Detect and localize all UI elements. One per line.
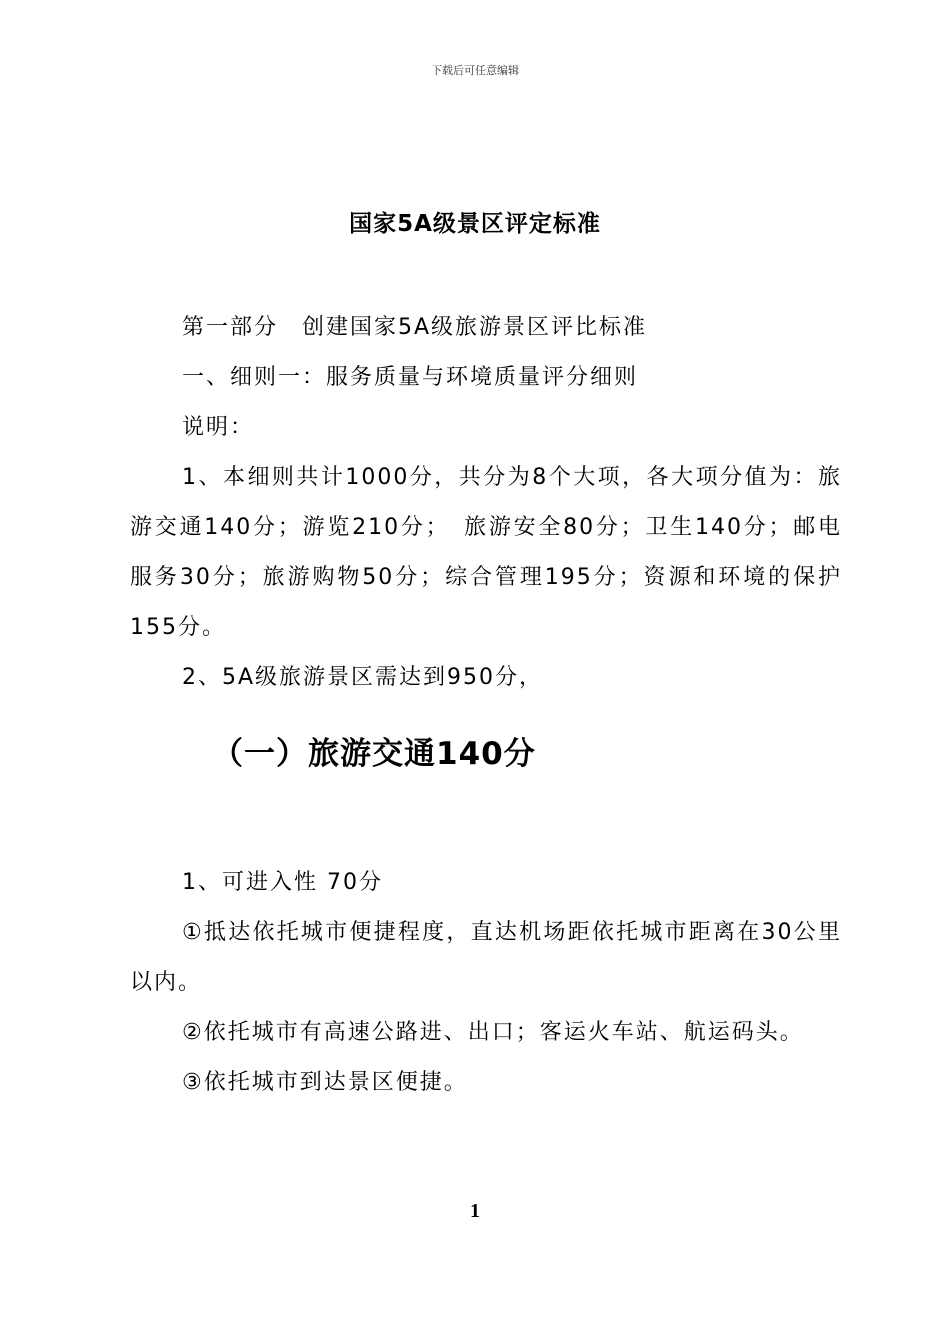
page-number: 1 bbox=[470, 1200, 480, 1222]
explanation-item-2: 2、5A级旅游景区需达到950分， bbox=[182, 665, 544, 690]
rule-heading: 一、细则一：服务质量与环境质量评分细则 bbox=[182, 365, 639, 390]
document-title: 国家5A级景区评定标准 bbox=[349, 211, 601, 237]
section-body bbox=[130, 858, 842, 1108]
part-heading: 第一部分 创建国家5A级旅游景区评比标准 bbox=[182, 315, 648, 340]
header-note: 下载后可任意编辑 bbox=[431, 64, 519, 77]
explanation-label: 说明： bbox=[182, 415, 255, 440]
subsection-heading: 1、可进入性 70分 bbox=[182, 870, 383, 895]
criterion-2: ②依托城市有高速公路进、出口；客运火车站、航运码头。 bbox=[182, 1020, 804, 1045]
intro-section bbox=[130, 303, 842, 703]
criterion-1: ①抵达依托城市便捷程度，直达机场距依托城市距离在30公里以内。 bbox=[130, 920, 842, 995]
section-heading: （一）旅游交通140分 bbox=[212, 736, 536, 772]
explanation-item-1: 1、本细则共计1000分，共分为8个大项，各大项分值为：旅游交通140分；游览210分； 旅游安全80分；卫生140分；邮电服务30分；旅游购物50分；综合管理195分；资源和环境的保护155分。 bbox=[130, 465, 842, 640]
criterion-3: ③依托城市到达景区便捷。 bbox=[182, 1070, 468, 1095]
